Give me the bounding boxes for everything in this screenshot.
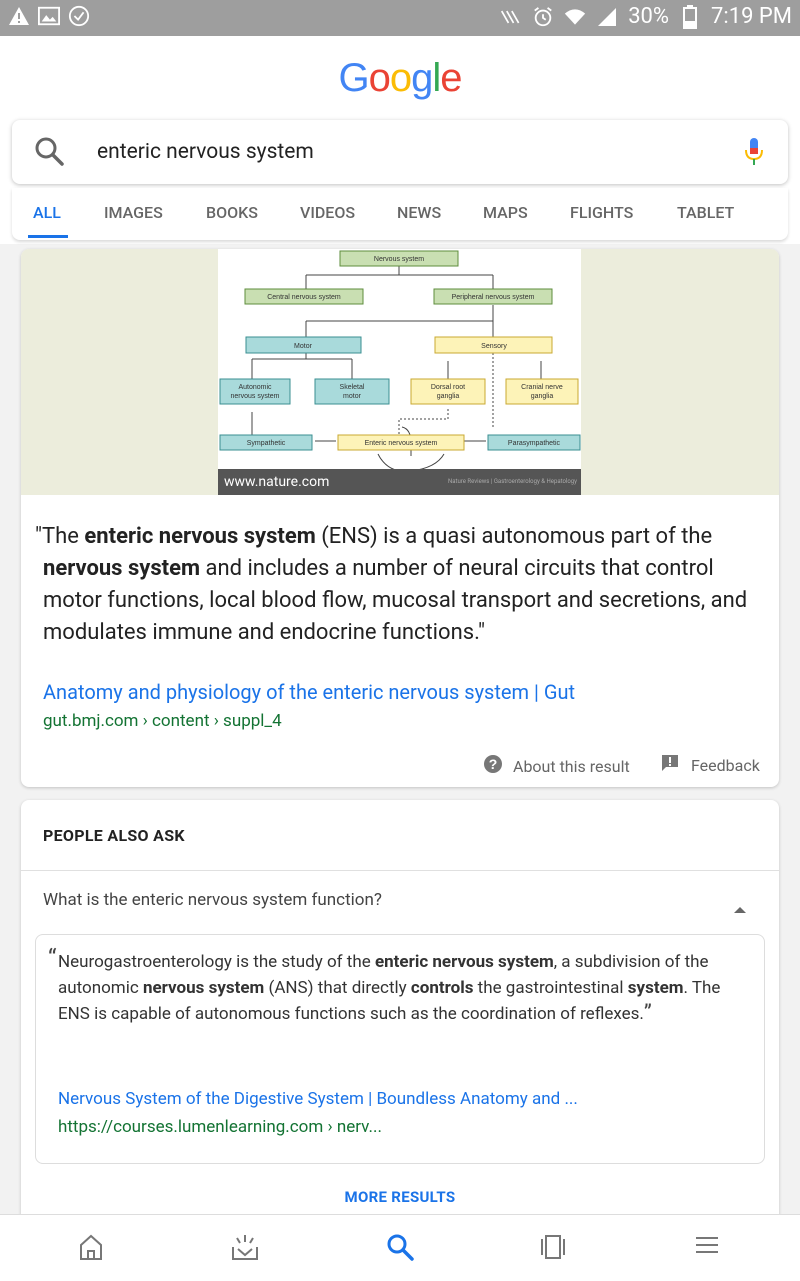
answer-bold: nervous system <box>142 978 265 998</box>
image-credit[interactable] <box>218 469 581 495</box>
home-icon[interactable] <box>79 1233 103 1265</box>
quote-bold: enteric nervous system <box>84 524 316 549</box>
quote-text: "The <box>35 524 85 549</box>
feedback-button[interactable] <box>661 754 760 776</box>
tab-books[interactable]: BOOKS <box>206 203 258 222</box>
search-header <box>0 36 800 244</box>
microphone-icon[interactable] <box>742 136 766 172</box>
open-quote: “ <box>48 944 57 972</box>
diagram-node: Cranial nerve <box>521 384 563 391</box>
paa-answer-text <box>48 944 748 1027</box>
status-left <box>8 5 90 27</box>
diagram-footer: Nature Reviews | Gastroenterology & Hepatology <box>447 478 577 485</box>
logo-letter: l <box>432 56 441 100</box>
logo-letter: o <box>368 56 390 100</box>
snippet-quote <box>35 521 755 649</box>
people-also-ask-card <box>21 800 779 1230</box>
image-icon <box>38 5 60 27</box>
answer-bold: system <box>627 978 684 998</box>
paa-answer-box <box>35 934 765 1164</box>
quote-text: (ENS) is a quasi autonomous part of the <box>315 524 713 549</box>
logo-letter: o <box>389 56 412 100</box>
diagram-node: Enteric nervous system <box>364 440 438 447</box>
tab-news[interactable]: NEWS <box>397 203 442 222</box>
diagram-node: Sympathetic <box>246 440 286 447</box>
image-credit-text: www.nature.com <box>224 474 330 490</box>
tabs-icon[interactable] <box>539 1233 567 1265</box>
quote-text: and includes a number of neural circuits that control motor functions, local blood flow, mucosal transport and secretions, and modulates immune and endocrine functions." <box>43 556 748 645</box>
paa-question[interactable]: What is the enteric nervous system function? <box>43 890 382 910</box>
diagram-node: nervous system <box>230 393 280 400</box>
help-icon <box>483 754 503 778</box>
answer-text: (ANS) that directly <box>264 978 411 998</box>
nfc-icon <box>500 6 522 28</box>
updates-icon[interactable] <box>230 1233 260 1267</box>
tab-flights[interactable]: FLIGHTS <box>570 203 634 222</box>
search-box[interactable] <box>12 120 788 184</box>
answer-bold: controls <box>410 978 474 998</box>
diagram-node: Autonomic <box>238 384 272 391</box>
quote-bold: nervous system <box>43 556 201 581</box>
close-quote: ” <box>643 1001 652 1026</box>
result-link[interactable]: Anatomy and physiology of the enteric nervous system | Gut <box>43 680 576 704</box>
diagram-node: Skeletal <box>339 384 365 391</box>
feedback-label: Feedback <box>691 755 760 775</box>
paa-title: PEOPLE ALSO ASK <box>43 826 185 845</box>
status-bar <box>0 0 800 36</box>
search-input[interactable]: enteric nervous system <box>97 140 314 164</box>
tab-all[interactable]: ALL <box>33 203 61 222</box>
menu-icon[interactable] <box>694 1233 720 1261</box>
diagram-node: ganglia <box>530 393 554 400</box>
status-right <box>500 4 792 29</box>
diagram-node: Central nervous system <box>267 294 341 301</box>
tab-images[interactable]: IMAGES <box>104 203 163 222</box>
tab-tablet[interactable]: TABLET <box>677 203 735 222</box>
svg-text:?: ? <box>488 756 498 772</box>
chevron-up-icon[interactable] <box>733 899 747 918</box>
diagram-node: motor <box>343 393 361 400</box>
diagram-node: Sensory <box>481 343 507 350</box>
search-tabs <box>12 188 788 240</box>
warning-icon <box>8 5 30 27</box>
diagram-node: Peripheral nervous system <box>451 294 535 301</box>
clock: 7:19 PM <box>711 4 792 29</box>
diagram-node: ganglia <box>436 393 460 400</box>
answer-text: , a subdivision of the autonomic <box>58 952 709 998</box>
answer-text: Neurogastroenterology is the study of the <box>58 952 375 972</box>
featured-snippet-card <box>21 249 779 787</box>
answer-text: the gastrointestinal <box>473 978 628 998</box>
divider <box>21 870 779 871</box>
tab-maps[interactable]: MAPS <box>483 203 528 222</box>
alarm-icon <box>532 6 554 28</box>
paa-result-url[interactable]: https://courses.lumenlearning.com › nerv... <box>58 1117 382 1137</box>
google-logo[interactable] <box>0 56 800 101</box>
battery-percent: 30% <box>628 4 670 29</box>
result-url[interactable]: gut.bmj.com › content › suppl_4 <box>43 711 282 731</box>
diagram-node: Dorsal root <box>430 384 466 391</box>
diagram-node: Nervous system <box>373 256 425 263</box>
paa-result-link[interactable]: Nervous System of the Digestive System | Boundless Anatomy and ... <box>58 1089 578 1109</box>
bottom-nav <box>0 1214 800 1281</box>
feedback-icon <box>661 754 679 776</box>
battery-icon <box>679 6 701 28</box>
tab-videos[interactable]: VIDEOS <box>300 203 356 222</box>
nervous-system-diagram[interactable] <box>218 249 581 495</box>
about-this-result-button[interactable] <box>483 754 630 778</box>
answer-bold: enteric nervous system <box>374 952 554 972</box>
logo-letter: e <box>440 56 462 100</box>
search-icon[interactable] <box>386 1233 414 1265</box>
active-tab-indicator <box>28 235 68 238</box>
check-circle-icon <box>68 5 90 27</box>
logo-letter: G <box>338 56 369 100</box>
about-label: About this result <box>513 756 630 776</box>
search-icon[interactable] <box>34 136 64 170</box>
wifi-icon <box>564 6 586 28</box>
answer-text: . The ENS is capable of autonomous functions such as the coordination of reflexes. <box>58 978 721 1024</box>
more-results-button[interactable]: MORE RESULTS <box>344 1188 456 1206</box>
logo-letter: g <box>411 56 433 100</box>
diagram-node: Motor <box>294 343 312 350</box>
signal-icon <box>596 6 618 28</box>
diagram-node: Parasympathetic <box>507 440 561 447</box>
